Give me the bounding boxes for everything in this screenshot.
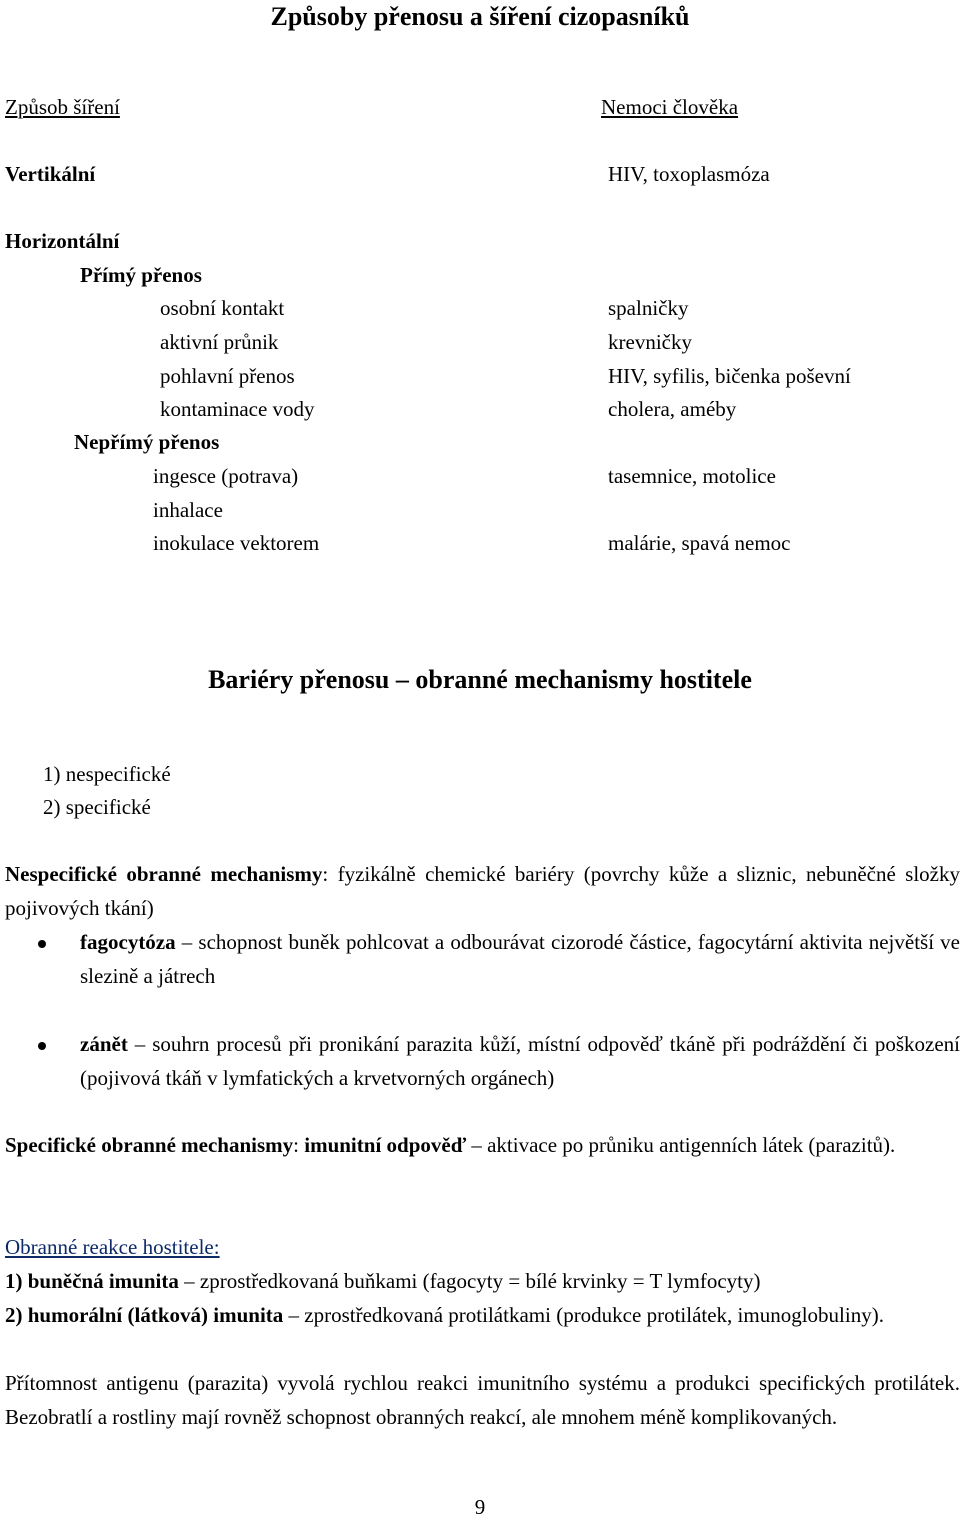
barriers-heading: Bariéry přenosu – obranné mechanismy hostitele xyxy=(208,665,752,694)
closing-paragraph: Přítomnost antigenu (parazita) vyvolá rychlou reakci imunitního systému a produkci specifických protilátek. Bezobratlí a rostliny mají rovněž schopnost obranných reakcí, ale mnohem méně komplikovaných. xyxy=(5,1371,960,1429)
disease-item: cholera, améby xyxy=(608,397,737,421)
indirect-transmission-label: Nepřímý přenos xyxy=(74,430,220,454)
specific-paragraph xyxy=(5,1128,960,1162)
inflammation-bullet xyxy=(80,1027,960,1095)
nonspecific-paragraph xyxy=(5,857,960,925)
mode-item: ingesce (potrava) xyxy=(153,464,299,488)
barrier-type-item: 1) nespecifické xyxy=(43,762,171,786)
barrier-type-item: 2) specifické xyxy=(43,795,151,819)
nonspecific-text: : fyzikálně chemické bariéry (povrchy kůže a sliznic, nebuněčné složky pojivových tkání) xyxy=(5,862,960,920)
mode-item: inhalace xyxy=(153,498,223,522)
nonspecific-term: Nespecifické obranné mechanismy xyxy=(5,862,323,886)
immune-response-term: imunitní odpověď xyxy=(304,1133,467,1157)
bullet-dot-icon xyxy=(38,940,46,948)
mode-item: osobní kontakt xyxy=(160,296,285,320)
humoral-immunity-text: – zprostředkovaná protilátkami (produkce protilátek, imunoglobuliny). xyxy=(283,1303,884,1327)
humoral-immunity-item xyxy=(5,1298,960,1332)
vertical-label: Vertikální xyxy=(5,162,96,186)
specific-term: Specifické obranné mechanismy xyxy=(5,1133,294,1157)
header-transmission-mode: Způsob šíření xyxy=(5,95,120,119)
direct-transmission-label: Přímý přenos xyxy=(80,263,202,287)
cellular-immunity-text: – zprostředkovaná buňkami (fagocyty = bílé krvinky = T lymfocyty) xyxy=(178,1269,761,1293)
header-human-diseases: Nemoci člověka xyxy=(601,95,739,119)
disease-item: spalničky xyxy=(608,296,689,320)
inflammation-term: zánět xyxy=(80,1032,128,1056)
humoral-immunity-term: 2) humorální (látková) imunita xyxy=(5,1303,284,1327)
mode-item: kontaminace vody xyxy=(160,397,315,421)
page-title: Způsoby přenosu a šíření cizopasníků xyxy=(270,2,690,31)
disease-item: krevničky xyxy=(608,330,692,354)
disease-item: tasemnice, motolice xyxy=(608,464,776,488)
phagocytosis-term: fagocytóza xyxy=(80,930,176,954)
cellular-immunity-item xyxy=(5,1264,960,1298)
phagocytosis-text: – schopnost buněk pohlcovat a odbourávat cizorodé částice, fagocytární aktivita největší ve slezině a játrech xyxy=(80,930,960,988)
mode-item: inokulace vektorem xyxy=(153,531,320,555)
disease-item: malárie, spavá nemoc xyxy=(608,531,791,555)
phagocytosis-bullet xyxy=(80,925,960,993)
reactions-heading: Obranné reakce hostitele: xyxy=(5,1235,220,1259)
specific-text: – aktivace po průniku antigenních látek (parazitů). xyxy=(466,1133,896,1157)
bullet-dot-icon xyxy=(38,1042,46,1050)
cellular-immunity-term: 1) buněčná imunita xyxy=(5,1269,179,1293)
disease-item: HIV, syfilis, bičenka poševní xyxy=(608,364,851,388)
mode-item: pohlavní přenos xyxy=(160,364,295,388)
page-number: 9 xyxy=(474,1495,486,1519)
vertical-disease: HIV, toxoplasmóza xyxy=(608,162,770,186)
mode-item: aktivní průnik xyxy=(160,330,279,354)
specific-separator: : xyxy=(293,1133,305,1157)
horizontal-label: Horizontální xyxy=(5,229,120,253)
inflammation-text: – souhrn procesů při pronikání parazita kůží, místní odpověď tkáně při podráždění či poškození (pojivová tkáň v lymfatických a krvetvorných orgánech) xyxy=(80,1032,960,1090)
